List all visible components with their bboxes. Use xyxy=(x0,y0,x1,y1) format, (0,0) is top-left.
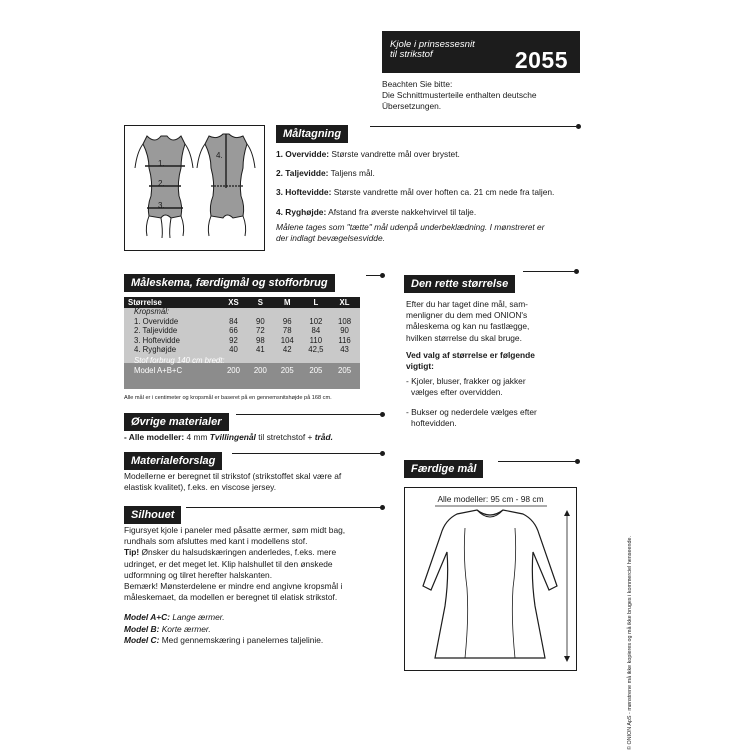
table-cell: 205 xyxy=(338,365,352,375)
heading-dot xyxy=(575,459,580,464)
size-chart xyxy=(124,297,360,389)
row-label: 1. Overvidde xyxy=(134,316,179,326)
heading-dot xyxy=(380,412,385,417)
silhouet-text xyxy=(124,525,386,646)
section-heading-maaleskema: Måleskema, færdigmål og stofforbrug xyxy=(124,274,335,292)
measurement-note xyxy=(276,222,586,244)
header-cell: XS xyxy=(228,298,239,307)
heading-rule xyxy=(370,126,576,127)
text-line: Efter du har taget dine mål, sam- xyxy=(406,299,528,309)
title-line-2: til strikstof xyxy=(390,49,433,60)
row-label: Model A+B+C xyxy=(134,365,183,375)
table-cell: 205 xyxy=(280,365,294,375)
table-header-row xyxy=(126,298,358,307)
ovrige-text-part: til stretchstof + xyxy=(258,432,313,442)
header-cell: XL xyxy=(339,298,350,307)
section-heading-maaltagning: Måltagning xyxy=(276,125,348,143)
finished-caption: Alle modeller: 95 cm - 98 cm xyxy=(437,494,544,504)
model-text: Korte ærmer. xyxy=(161,623,211,634)
section-heading-silhouet: Silhouet xyxy=(124,506,181,524)
heading-dot xyxy=(574,269,579,274)
model-line xyxy=(124,635,386,646)
spacer xyxy=(406,399,578,407)
table-cell: 200 xyxy=(253,365,267,375)
table-cell: 205 xyxy=(309,365,323,375)
heading-rule xyxy=(498,461,576,462)
measurement-item xyxy=(276,168,586,179)
bullet-line: hoftevidden. xyxy=(411,417,457,428)
table-cell: 84 xyxy=(229,316,238,326)
ovrige-emph: Tvillingenål xyxy=(209,432,256,442)
model-label: Model B: xyxy=(124,623,160,634)
measurement-item xyxy=(276,207,586,218)
note-text: der indlagt bevægelsesvidde. xyxy=(276,233,385,244)
finished-garment-figure xyxy=(404,487,577,671)
table-cell: 41 xyxy=(256,345,265,355)
table-cell: 90 xyxy=(256,316,265,326)
table-cell: 108 xyxy=(338,316,352,326)
table-row xyxy=(126,326,358,335)
text-line-bold: Ved valg af størrelse er følgende xyxy=(406,349,535,360)
measurement-text: Afstand fra øverste nakkehvirvel til talje. xyxy=(328,206,477,217)
text-line: menligner du dem med ONION's xyxy=(406,310,528,321)
table-cell: 84 xyxy=(311,326,321,336)
note-line: Die Schnittmusterteile enthalten deutsche xyxy=(382,90,537,100)
text-line: Bemærk! Mønsterdelene er mindre end angivne kropsmål i xyxy=(124,581,343,592)
note-line: Übersetzungen. xyxy=(382,101,442,111)
measurement-label: 4. Ryghøjde: xyxy=(276,206,327,217)
model-label: Model C: xyxy=(124,634,160,645)
table-cell: 98 xyxy=(256,335,265,345)
row-label: 2. Taljevidde xyxy=(134,326,178,336)
text-line: rundhals som afsluttes med kant i modellens stof. xyxy=(124,536,308,547)
pattern-number: 2055 xyxy=(514,47,568,73)
ovrige-prefix: - Alle modeller: xyxy=(124,432,185,442)
figure-label-4: 4. xyxy=(216,151,223,160)
text-line: måleskemaet, da modellen er beregnet til elatisk strikstof. xyxy=(124,592,338,603)
measurement-item xyxy=(276,187,586,198)
text-line: hvilken størrelse du skal bruge. xyxy=(406,332,522,343)
spacer xyxy=(124,603,386,612)
text-line-bold: vigtigt: xyxy=(406,361,434,372)
heading-rule xyxy=(236,414,382,415)
table-row xyxy=(126,345,358,354)
bullet-line: - Bukser og nederdele vælges efter xyxy=(406,406,537,417)
text-line: elastisk kvalitet), f.eks. en viscose jersey. xyxy=(124,482,277,493)
table-cell: 40 xyxy=(229,345,238,355)
section-heading-faerdige: Færdige mål xyxy=(404,460,483,478)
model-line xyxy=(124,612,386,623)
title-text xyxy=(390,40,475,60)
title-line-1: Kjole i prinsessesnit xyxy=(390,39,475,50)
table-row xyxy=(126,366,358,375)
materialeforslag-text xyxy=(124,471,382,493)
bullet-line: - Kjoler, bluser, frakker og jakker xyxy=(406,376,526,387)
heading-dot xyxy=(380,505,385,510)
table-cell: 43 xyxy=(340,345,349,355)
table-footnote: Alle mål er i centimeter og kropsmål er baseret på en gennemsnitshøjde på 168 cm. xyxy=(124,395,332,401)
table-cell: 116 xyxy=(338,335,351,345)
measurement-text: Største vandrette mål over hoften ca. 21 cm nede fra taljen. xyxy=(333,187,555,198)
note-line: Beachten Sie bitte: xyxy=(382,79,453,89)
heading-dot xyxy=(380,273,385,278)
table-row xyxy=(126,336,358,345)
header-cell: M xyxy=(284,298,291,307)
ovrige-emph: tråd. xyxy=(314,432,333,442)
heading-rule xyxy=(523,271,575,272)
body-figure-illustration xyxy=(125,126,264,250)
table-row xyxy=(126,307,358,316)
table-cell: 42,5 xyxy=(308,345,324,355)
measurement-item xyxy=(276,149,586,160)
row-label: 4. Ryghøjde xyxy=(134,345,177,355)
row-label: 3. Hoftevidde xyxy=(134,335,180,345)
measurement-text: Taljens mål. xyxy=(330,168,375,179)
figure-label-2: 2. xyxy=(158,179,165,188)
header-cell: L xyxy=(313,298,319,307)
title-block xyxy=(382,31,580,73)
measurement-text: Største vandrette mål over brystet. xyxy=(331,149,460,159)
table-cell: 42 xyxy=(282,345,292,355)
model-line xyxy=(124,624,386,635)
table-row xyxy=(126,354,358,365)
bullet-line: vælges efter overvidden. xyxy=(411,387,503,398)
text-line: udringet, er det meget let. Klip halshullet til den ønskede xyxy=(124,558,333,569)
measurement-label: 2. Taljevidde: xyxy=(276,168,329,179)
ovrige-text-part: 4 mm xyxy=(186,432,208,442)
section-label: Kropsmål: xyxy=(134,307,170,317)
table-cell: 104 xyxy=(280,335,294,345)
fabric-label: Stof forbrug 140 cm bredt: xyxy=(134,356,225,366)
size-table xyxy=(126,298,358,375)
figure-label-3: 3. xyxy=(158,201,165,210)
text-line: Figursyet kjole i paneler med påsatte ærmer, søm midt bag, xyxy=(124,525,346,535)
heading-rule xyxy=(186,507,382,508)
note-text: Målene tages som "tætte" mål udenpå underbeklædning. I mønstreret er xyxy=(276,221,545,232)
header-cell: Størrelse xyxy=(128,298,162,307)
table-cell: 110 xyxy=(309,335,323,345)
table-cell: 66 xyxy=(229,326,238,336)
german-note xyxy=(382,79,537,112)
table-cell: 200 xyxy=(226,365,240,375)
measurement-label: 1. Overvidde: xyxy=(276,149,330,159)
section-heading-ovrige: Øvrige materialer xyxy=(124,413,229,431)
text-line: Ønsker du halsudskæringen anderledes, f.eks. mere xyxy=(141,547,337,558)
body-measurement-figure xyxy=(124,125,265,251)
ovrige-text xyxy=(124,432,333,443)
tip-line xyxy=(124,547,386,558)
rette-text xyxy=(406,299,578,429)
heading-dot xyxy=(380,451,385,456)
tip-label: Tip! xyxy=(124,547,140,558)
dress-illustration xyxy=(405,488,576,670)
heading-rule xyxy=(232,453,382,454)
table-cell: 72 xyxy=(256,326,265,336)
text-line: måleskema og kan nu fastlægge, xyxy=(406,321,530,332)
model-text: Lange ærmer. xyxy=(172,612,225,623)
text-line: udformning og tilret herefter halskanten. xyxy=(124,569,273,580)
copyright-text: © ONION ApS - mønstrene må ikke kopieres og må ikke bruges i kommerciel henseende. xyxy=(627,536,633,750)
table-cell: 96 xyxy=(282,316,292,326)
model-text: Med gennemskæring i panelernes taljelinie. xyxy=(161,634,324,645)
measurement-label: 3. Hoftevidde: xyxy=(276,187,332,198)
table-cell: 102 xyxy=(309,316,323,326)
text-line: Modellerne er beregnet til strikstof (strikstoffet skal være af xyxy=(124,471,342,481)
header-cell: S xyxy=(257,298,263,307)
model-label: Model A+C: xyxy=(124,612,170,623)
section-heading-rette: Den rette størrelse xyxy=(404,275,515,293)
figure-label-1: 1. xyxy=(158,159,165,168)
table-cell: 90 xyxy=(340,326,349,336)
table-cell: 78 xyxy=(282,326,292,336)
measurement-list xyxy=(276,149,586,244)
heading-dot xyxy=(576,124,581,129)
section-heading-materialeforslag: Materialeforslag xyxy=(124,452,222,470)
table-cell: 92 xyxy=(229,335,238,345)
table-row xyxy=(126,317,358,326)
